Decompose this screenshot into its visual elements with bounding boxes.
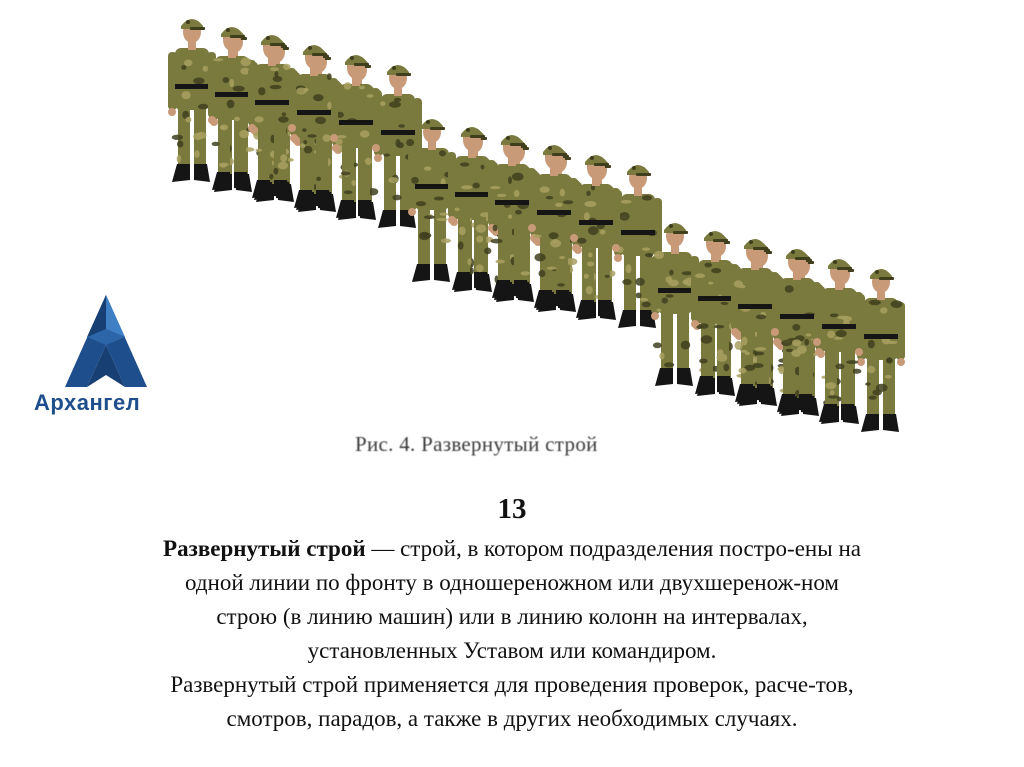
- definition-term: Развернутый строй: [163, 536, 366, 561]
- soldier-g3-c3-r4: [857, 269, 905, 432]
- arkhangel-logo: [30, 290, 180, 430]
- definition-line-3: строю (в линию машин) или в линию колонн на интервалах,: [216, 604, 808, 629]
- figure-caption: Рис. 4. Развернутый строй: [355, 432, 598, 456]
- arkhangel-logo-text: Архангел: [34, 390, 141, 415]
- usage-line-2: смотров, парадов, а также в других необходимых случаях.: [226, 706, 798, 731]
- soldier-g3-c3-r3: [815, 259, 863, 422]
- page-number: 13: [497, 493, 527, 525]
- text-block: [30, 494, 994, 736]
- arkhangel-logo-mark-icon: [65, 295, 147, 387]
- definition-text: — строй, в котором подразделения постро-ены на: [365, 536, 861, 561]
- usage-line-1: Развернутый строй применяется для проведения проверок, расче-тов,: [170, 672, 854, 697]
- definition-line-1: [30, 532, 994, 566]
- definition-line-2: одной линии по фронту в одношереножном или двухшеренож-ном: [185, 570, 839, 595]
- definition-line-4: установленных Уставом или командиром.: [307, 638, 717, 663]
